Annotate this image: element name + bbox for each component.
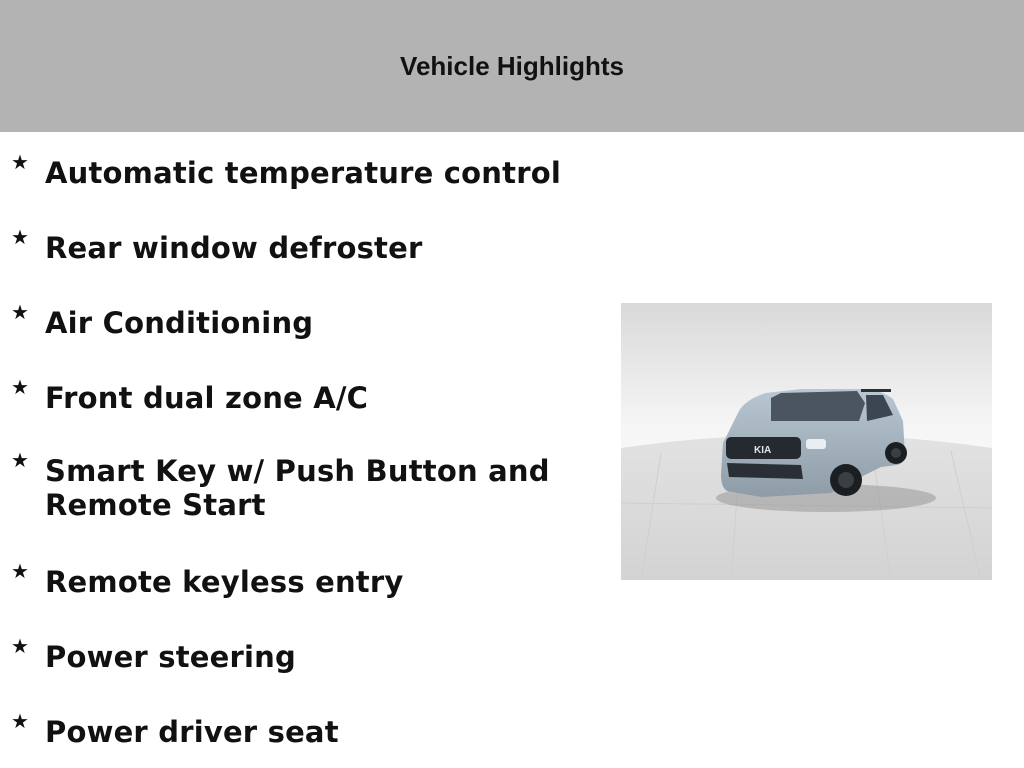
header-bar bbox=[0, 0, 1024, 132]
feature-label: Front dual zone A/C bbox=[45, 381, 369, 415]
star-icon: ★ bbox=[11, 634, 29, 658]
feature-label: Remote keyless entry bbox=[45, 565, 404, 599]
feature-label: Rear window defroster bbox=[45, 231, 423, 265]
star-icon: ★ bbox=[11, 225, 29, 249]
feature-label: Power driver seat bbox=[45, 715, 339, 749]
feature-label: Power steering bbox=[45, 640, 296, 674]
feature-label: Smart Key w/ Push Button and Remote Start bbox=[45, 454, 550, 522]
star-icon: ★ bbox=[11, 709, 29, 733]
page-title: Vehicle Highlights bbox=[400, 50, 624, 81]
svg-text:KIA: KIA bbox=[754, 445, 772, 456]
star-icon: ★ bbox=[11, 375, 29, 399]
feature-label: Air Conditioning bbox=[45, 306, 314, 340]
star-icon: ★ bbox=[11, 150, 29, 174]
star-icon: ★ bbox=[11, 448, 29, 472]
vehicle-photo bbox=[621, 303, 992, 580]
feature-label: Automatic temperature control bbox=[45, 156, 561, 190]
star-icon: ★ bbox=[11, 300, 29, 324]
suv-photo-icon bbox=[621, 303, 992, 580]
star-icon: ★ bbox=[11, 559, 29, 583]
